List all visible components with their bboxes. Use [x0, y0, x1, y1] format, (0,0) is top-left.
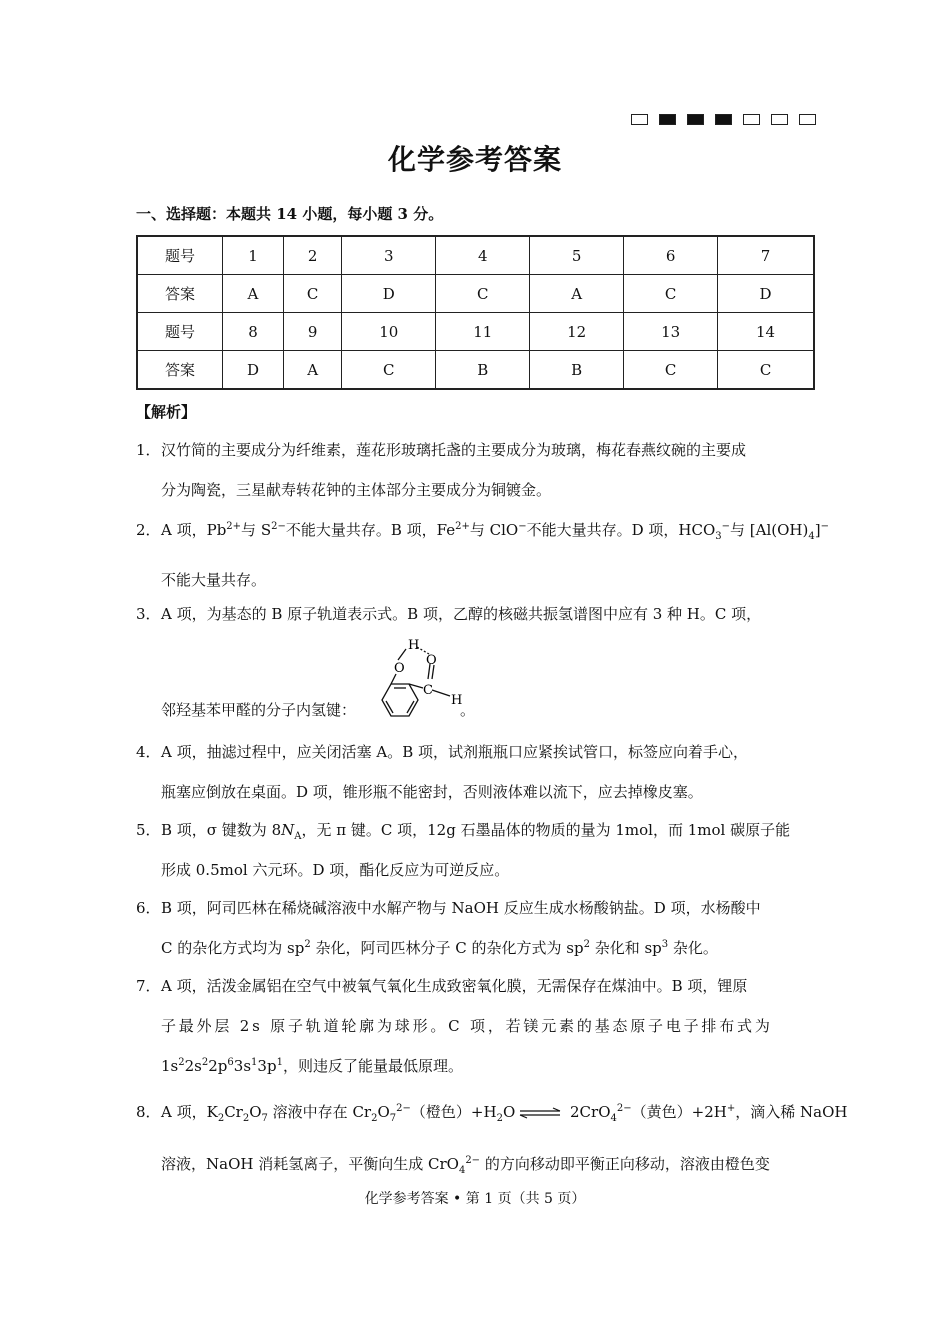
table-cell: C [624, 275, 718, 313]
section-heading: 一、选择题：本题共 14 小题，每小题 3 分。 [136, 205, 444, 223]
row-header-cell: 题号 [137, 236, 223, 275]
marker-square [715, 114, 732, 125]
item-text: C 的杂化方式均为 $sp^2$ 杂化，阿司匹林分子 C 的杂化方式为 $sp^2$ 杂化和 $sp^3$ 杂化。 [161, 939, 718, 957]
table-cell: 7 [718, 236, 814, 275]
table-cell: 14 [718, 313, 814, 351]
table-cell: C [718, 351, 814, 390]
table-cell: A [223, 275, 284, 313]
table-cell: 3 [342, 236, 436, 275]
analysis-item-8 [136, 1092, 848, 1184]
item-text: A 项，为基态的 B 原子轨道表示式。B 项，乙醇的核磁共振氢谱图中应有 3 种 H。C 项， [161, 605, 762, 623]
row-header-cell: 答案 [137, 275, 223, 313]
table-cell: 12 [530, 313, 624, 351]
table-cell: 9 [283, 313, 341, 351]
table-cell: C [436, 275, 530, 313]
table-cell: B [436, 351, 530, 390]
analysis-item-3 [136, 594, 816, 634]
analysis-item-6 [136, 888, 816, 968]
table-cell: B [530, 351, 624, 390]
item-number: 5． [136, 821, 161, 839]
item-text: 。 [460, 701, 476, 719]
page-footer: 化学参考答案 • 第 1 页（共 5 页） [364, 1191, 586, 1207]
table-cell: D [223, 351, 284, 390]
row-header-cell: 题号 [137, 313, 223, 351]
analysis-item-4 [136, 732, 816, 812]
table-cell: 8 [223, 313, 284, 351]
table-cell: D [342, 275, 436, 313]
table-row [137, 351, 814, 390]
item-text: A 项，活泼金属铝在空气中被氧气氧化生成致密氧化膜，无需保存在煤油中。B 项，锂原 [161, 977, 748, 995]
item-text: 溶液，NaOH 消耗氢离子，平衡向生成 CrO$_4^{2-}$ 的方向移动即平衡正向移动，溶液由橙色变 [161, 1155, 770, 1176]
atom-label: H [451, 693, 463, 708]
marker-squares [631, 114, 816, 125]
item-text: A 项，$Pb^{2+}$与 $S^{2-}$不能大量共存。B 项，$Fe^{2+}$与 ClO−不能大量共存。D 项，$HCO_3^-$与 $[Al(OH)_4]^-$ [161, 521, 829, 542]
analysis-item-1 [136, 430, 816, 510]
item-number: 2． [136, 521, 161, 539]
table-cell: C [283, 275, 341, 313]
analysis-item-5 [136, 810, 816, 890]
item-number: 3． [136, 605, 161, 623]
analysis-item-2 [136, 510, 829, 600]
table-cell: 2 [283, 236, 341, 275]
item-text: B 项，阿司匹林在稀烧碱溶液中水解产物与 NaOH 反应生成水杨酸钠盐。D 项，水杨酸中 [161, 899, 761, 917]
item-number: 6． [136, 899, 161, 917]
analysis-heading: 【解析】 [136, 403, 197, 421]
atom-label: H [408, 638, 420, 653]
item-number: 8． [136, 1103, 161, 1121]
item-number: 4． [136, 743, 161, 761]
marker-square [743, 114, 760, 125]
atom-label: O [394, 661, 405, 676]
analysis-item-7 [136, 966, 816, 1086]
table-cell: 5 [530, 236, 624, 275]
table-cell: 6 [624, 236, 718, 275]
answer-table [136, 235, 815, 390]
atom-label: O [426, 653, 437, 668]
page-title: 化学参考答案 [387, 143, 562, 176]
item-text: 邻羟基苯甲醛的分子内氢键： [161, 701, 357, 719]
item-text: ，则违反了能量最低原理。 [282, 1057, 463, 1075]
table-cell: 13 [624, 313, 718, 351]
table-cell: 4 [436, 236, 530, 275]
marker-square [687, 114, 704, 125]
marker-square [771, 114, 788, 125]
table-cell: 1 [223, 236, 284, 275]
item-number: 1． [136, 441, 161, 459]
equilibrium-arrow-icon [518, 1107, 562, 1119]
item-text: 形成 0.5mol 六元环。D 项，酯化反应为可逆反应。 [161, 861, 510, 879]
item-text: 子最外层 2s 原子轨道轮廓为球形。C 项，若镁元素的基态原子电子排布式为 [161, 1017, 773, 1035]
item-number: 7． [136, 977, 161, 995]
marker-square [659, 114, 676, 125]
item-text: A 项，抽滤过程中，应关闭活塞 A。B 项，试剂瓶瓶口应紧挨试管口，标签应向着手心， [161, 743, 748, 761]
marker-square [631, 114, 648, 125]
table-cell: 10 [342, 313, 436, 351]
table-cell: A [530, 275, 624, 313]
table-row [137, 313, 814, 351]
electron-configuration: $1s^22s^22p^63s^13p^1$ [161, 1057, 283, 1075]
item-text: 分为陶瓷，三星献寿转花钟的主体部分主要成分为铜镀金。 [161, 481, 552, 499]
item-text: 瓶塞应倒放在桌面。D 项，锥形瓶不能密封，否则液体难以流下，应去掉橡皮塞。 [161, 783, 703, 801]
table-cell: 11 [436, 313, 530, 351]
row-header-cell: 答案 [137, 351, 223, 390]
item-text: 不能大量共存。 [161, 571, 267, 589]
table-cell: A [283, 351, 341, 390]
item-text: 汉竹简的主要成分为纤维素，莲花形玻璃托盏的主要成分为玻璃，梅花春燕纹碗的主要成 [161, 441, 747, 459]
item-text: A 项，$K_2Cr_2O_7$ 溶液中存在 $Cr_2O_7^{2-}$（橙色）$+H_2O$ 2CrO$_4^{2-}$（黄色）+2H+，滴入稀 NaOH [161, 1103, 848, 1124]
item-text: B 项，σ 键数为 $8N_A$，无 π 键。C 项，12g 石墨晶体的物质的量为 1mol，而 1mol 碳原子能 [161, 821, 791, 842]
marker-square [799, 114, 816, 125]
table-row [137, 236, 814, 275]
table-row [137, 275, 814, 313]
table-cell: D [718, 275, 814, 313]
table-cell: C [342, 351, 436, 390]
atom-label: C [423, 683, 433, 698]
table-cell: C [624, 351, 718, 390]
